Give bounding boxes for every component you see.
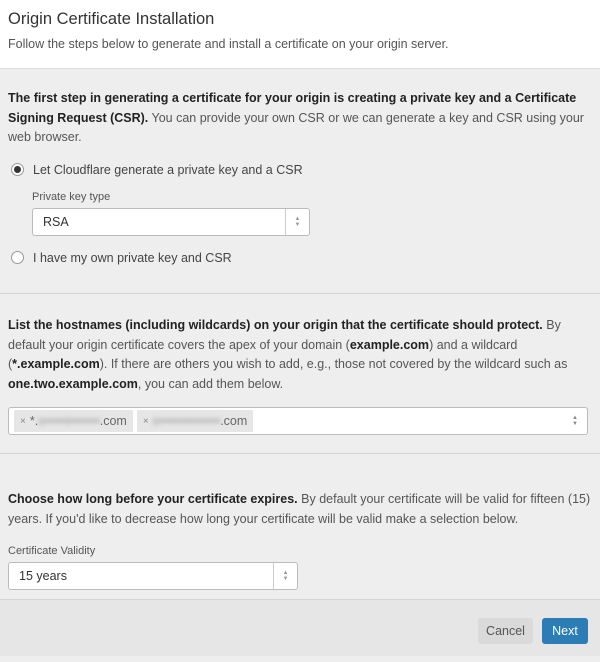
- hostname-prefix: *.: [29, 414, 39, 428]
- radio-own-csr[interactable]: [8, 249, 592, 267]
- csr-description: [8, 89, 592, 148]
- hostnames-input[interactable]: [8, 407, 588, 435]
- desc-text: , you can add them below.: [137, 376, 284, 391]
- updown-chevron-icon: ▲ ▼: [572, 415, 578, 427]
- hostname-tag: [14, 410, 133, 432]
- desc-text: ). If there are others you wish to add, e.g., those not covered by the wildcard such as: [99, 357, 568, 371]
- private-key-type-label: Private key type: [32, 190, 111, 203]
- desc-text: ) and a wildcard (: [8, 337, 518, 371]
- close-icon[interactable]: ×: [142, 415, 149, 427]
- hostname-redacted: s••••••••••••••: [152, 414, 221, 428]
- private-key-type-field: [32, 191, 592, 236]
- cancel-button[interactable]: Cancel: [478, 618, 533, 644]
- close-icon[interactable]: ×: [20, 415, 26, 427]
- next-button[interactable]: Next: [542, 618, 588, 644]
- hostname-redacted: s•••••i•••••••: [38, 414, 100, 428]
- private-key-type-select[interactable]: [32, 208, 310, 236]
- select-value: RSA: [43, 214, 69, 229]
- radio-label: I have my own private key and CSR: [33, 250, 232, 265]
- radio-label: Let Cloudflare generate a private key and a CSR: [33, 162, 303, 177]
- certificate-validity-select[interactable]: [8, 562, 298, 590]
- example-subdomain: one.two.example.com: [8, 376, 138, 391]
- example-apex: example.com: [349, 337, 430, 352]
- validity-description-bold: Choose how long before your certificate expires.: [8, 492, 298, 506]
- certificate-validity-label: Certificate Validity: [8, 545, 96, 557]
- validity-section: [0, 454, 600, 600]
- updown-chevron-icon: ▲ ▼: [273, 563, 297, 589]
- validity-description-rest: By default your certificate will be valid for fifteen (15) years. If you'd like to decrease how long your certificate will be valid make a selection below.: [8, 492, 591, 526]
- desc-text: By default your origin certificate covers the apex of your domain (: [8, 318, 561, 352]
- hostname-tld: .com: [220, 414, 248, 428]
- updown-chevron-icon: ▲ ▼: [285, 209, 309, 235]
- modal-header: [0, 0, 600, 69]
- validity-description: [8, 490, 592, 529]
- hostname-tag: [137, 410, 253, 432]
- csr-description-bold: The first step in generating a certificate for your origin is creating a private key and a Certificate Signing Request (CSR).: [8, 91, 577, 125]
- page-subtitle: Follow the steps below to generate and install a certificate on your origin server.: [8, 37, 449, 51]
- radio-button-unchecked[interactable]: [11, 251, 24, 264]
- hostnames-description: [8, 316, 592, 394]
- hostnames-description-bold: List the hostnames (including wildcards) on your origin that the certificate should protect.: [8, 318, 543, 332]
- modal-footer: [0, 600, 600, 656]
- hostnames-section: [0, 294, 600, 454]
- csr-section: [0, 69, 600, 294]
- certificate-validity-field: [8, 545, 592, 590]
- csr-description-rest: You can provide your own CSR or we can generate a key and CSR using your web browser.: [8, 110, 584, 144]
- radio-generate-csr[interactable]: [8, 161, 592, 179]
- radio-button-checked[interactable]: [11, 163, 24, 176]
- page-title: Origin Certificate Installation: [8, 10, 215, 28]
- hostname-tld: .com: [99, 414, 127, 428]
- example-wildcard: *.example.com: [12, 357, 100, 371]
- select-value: 15 years: [19, 569, 67, 583]
